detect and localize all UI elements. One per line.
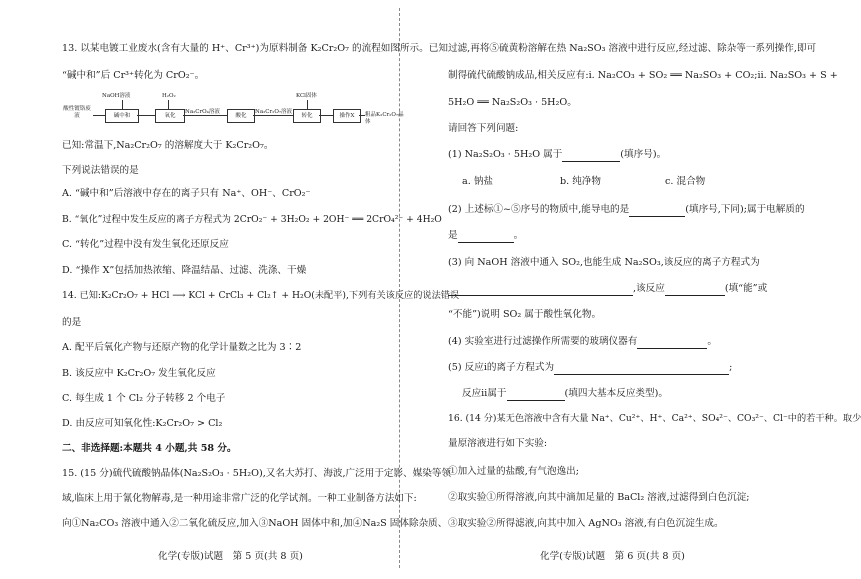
- q14-stem-line1: 14. 已知:K₂Cr₂O₇ + HCl ⟶ KCl + CrCl₃ + Cl₂↑ + H₂O(未配平),下列有关该反应的说法错误: [62, 290, 460, 301]
- q15-part2-line2-tail: 。: [513, 230, 524, 241]
- q15-part5: [448, 361, 732, 375]
- flow-label-kcl: KCl固体: [296, 93, 317, 99]
- q15-part5-tail: ;: [729, 362, 733, 373]
- q15-cont-line1: 过滤,再将⑤硫黄粉溶解在热 Na₂SO₃ 溶液中进行反应,经过滤、除杂等一系列操作,即可: [448, 43, 817, 54]
- flow-box-neutralize: 碱中和: [105, 109, 139, 123]
- q16-stem-line2: 量原溶液进行如下实验:: [448, 438, 548, 449]
- q15-part4-text: (4) 实验室进行过滤操作所需要的玻璃仪器有: [448, 336, 638, 347]
- section-heading: 二、非选择题:本题共 4 小题,共 58 分。: [62, 443, 237, 454]
- q15-part1: [448, 148, 666, 162]
- answer-blank: [665, 282, 725, 296]
- process-flow-diagram: [62, 93, 404, 127]
- flow-start: 酸性镀铬废液: [63, 106, 91, 119]
- right-page: [400, 0, 861, 579]
- q13-option-a: A. “碱中和”后溶液中存在的离子只有 Na⁺、OH⁻、CrO₂⁻: [62, 188, 311, 199]
- q15-part2-text: (2) 上述标①~⑤序号的物质中,能导电的是: [448, 204, 630, 215]
- q13-option-b: B. “氧化”过程中发生反应的离子方程式为 2CrO₂⁻ + 3H₂O₂ + 2OH⁻ ══ 2CrO₄²⁻ + 4H₂O: [62, 214, 442, 225]
- q15-part1-tail: (填序号)。: [620, 149, 667, 160]
- answer-blank: [637, 335, 707, 349]
- q14-option-a: A. 配平后氧化产物与还原产物的化学计量数之比为 3∶2: [62, 342, 302, 353]
- flow-arrow: [137, 115, 155, 116]
- flow-arrow: [319, 115, 333, 116]
- q13-known: 已知:常温下,Na₂Cr₂O₇ 的溶解度大于 K₂Cr₂O₇。: [62, 140, 274, 151]
- q15-part4: [448, 335, 717, 349]
- answer-blank: [448, 282, 633, 296]
- q13-ask: 下列说法错误的是: [62, 165, 139, 176]
- q15-part3-line2-tail: (填“能”或: [724, 283, 768, 294]
- flow-mid1: Na₂CrO₄溶液: [185, 109, 220, 115]
- flow-box-acidify: 酸化: [227, 109, 255, 123]
- flow-arrow-down: [168, 100, 169, 109]
- q14-option-d: D. 由反应可知氧化性:K₂Cr₂O₇ > Cl₂: [62, 418, 223, 429]
- flow-box-operation-x: 操作X: [333, 109, 361, 123]
- flow-label-h2o2: H₂O₂: [162, 93, 176, 99]
- page-footer: 化学(专版)试题 第 5 页(共 8 页): [158, 551, 303, 562]
- q16-stem-line1: 16. (14 分)某无色溶液中含有大量 Na⁺、Cu²⁺、H⁺、Ca²⁺、SO₄²⁻、CO₃²⁻、Cl⁻中的若干种。取少: [448, 413, 861, 424]
- flow-end: 粗品K₂Cr₂O₇晶体: [365, 112, 404, 125]
- flow-arrow-down: [307, 100, 308, 109]
- q16-experiment-3: ③取实验②所得滤液,向其中加入 AgNO₃ 溶液,有白色沉淀生成。: [448, 518, 724, 529]
- q16-experiment-2: ②取实验①所得溶液,向其中滴加足量的 BaCl₂ 溶液,过滤得到白色沉淀;: [448, 492, 750, 503]
- q15-option-a: a. 钠盐: [462, 176, 494, 187]
- q16-experiment-1: ①加入过量的盐酸,有气泡逸出;: [448, 466, 580, 477]
- q15-instruction: 请回答下列问题:: [448, 123, 519, 134]
- flow-box-convert: 转化: [293, 109, 321, 123]
- q15-part2-tail: (填序号,下同);属于电解质的: [685, 204, 805, 215]
- q15-part4-tail: 。: [707, 336, 717, 347]
- q15-part5-text: (5) 反应ⅰ的离子方程式为: [448, 362, 555, 373]
- q13-stem-line1: 13. 以某电镀工业废水(含有大量的 H⁺、Cr³⁺)为原料制备 K₂Cr₂O₇ 的流程如图所示。已知: [62, 43, 448, 54]
- flow-box-oxidize: 氧化: [155, 109, 185, 123]
- q15-part3-line2-text: ,该反应: [633, 283, 665, 294]
- answer-blank: [458, 229, 514, 243]
- q15-part2: [448, 203, 805, 217]
- flow-label-naoh: NaOH溶液: [102, 93, 131, 99]
- answer-blank: [562, 148, 620, 162]
- q13-option-d: D. “操作 X”包括加热浓缩、降温结晶、过滤、洗涤、干燥: [62, 265, 307, 276]
- q15-part5-line2-tail: (填四大基本反应类型)。: [564, 388, 668, 399]
- q15-part3-line2: [448, 282, 767, 296]
- q15-part5-line2: [462, 387, 668, 401]
- q15-cont-line3: 5H₂O ══ Na₂S₂O₃ · 5H₂O。: [448, 97, 577, 108]
- q14-stem-line2: 的是: [62, 317, 82, 328]
- q15-option-c: c. 混合物: [665, 176, 706, 187]
- q15-part2-line2: [448, 229, 523, 243]
- q15-part5-line2-text: 反应ⅱ属于: [462, 388, 507, 399]
- q15-part3: (3) 向 NaOH 溶液中通入 SO₂,也能生成 Na₂SO₃,该反应的离子方程式为: [448, 257, 760, 268]
- page-footer: 化学(专版)试题 第 6 页(共 8 页): [540, 551, 685, 562]
- answer-blank: [629, 203, 685, 217]
- flow-mid2: Na₂Cr₂O₇溶液: [255, 109, 293, 115]
- flow-arrow: [93, 115, 105, 116]
- q15-stem-line2: 域,临床上用于氰化物解毒,是一种用途非常广泛的化学试剂。一种工业制备方法如下:: [62, 493, 417, 504]
- q15-stem-line3: 向①Na₂CO₃ 溶液中通入②二氧化硫反应,加入③NaOH 固体中和,加④Na₂S 固体除杂质、: [62, 518, 448, 529]
- q15-option-b: b. 纯净物: [560, 176, 602, 187]
- q15-part2-line2-text: 是: [448, 230, 458, 241]
- q15-part1-text: (1) Na₂S₂O₃ · 5H₂O 属于: [448, 149, 563, 160]
- q14-option-c: C. 每生成 1 个 Cl₂ 分子转移 2 个电子: [62, 393, 226, 404]
- q14-option-b: B. 该反应中 K₂Cr₂O₇ 发生氧化反应: [62, 368, 216, 379]
- q13-stem-line2: “碱中和”后 Cr³⁺转化为 CrO₂⁻。: [62, 70, 205, 81]
- q15-stem-line1: 15. (15 分)硫代硫酸钠晶体(Na₂S₂O₃ · 5H₂O),又名大苏打、海波,广泛用于定影、媒染等领: [62, 468, 452, 479]
- answer-blank: [507, 387, 565, 401]
- q13-option-c: C. “转化”过程中没有发生氧化还原反应: [62, 239, 229, 250]
- q15-part3-line3: “不能”)说明 SO₂ 属于酸性氧化物。: [448, 309, 602, 320]
- q15-cont-line2: 制得硫代硫酸钠成品,相关反应有:ⅰ. Na₂CO₃ + SO₂ ══ Na₂SO₃ + CO₂;ⅱ. Na₂SO₃ + S +: [448, 70, 838, 81]
- flow-arrow-down: [122, 100, 123, 109]
- answer-blank: [554, 361, 729, 375]
